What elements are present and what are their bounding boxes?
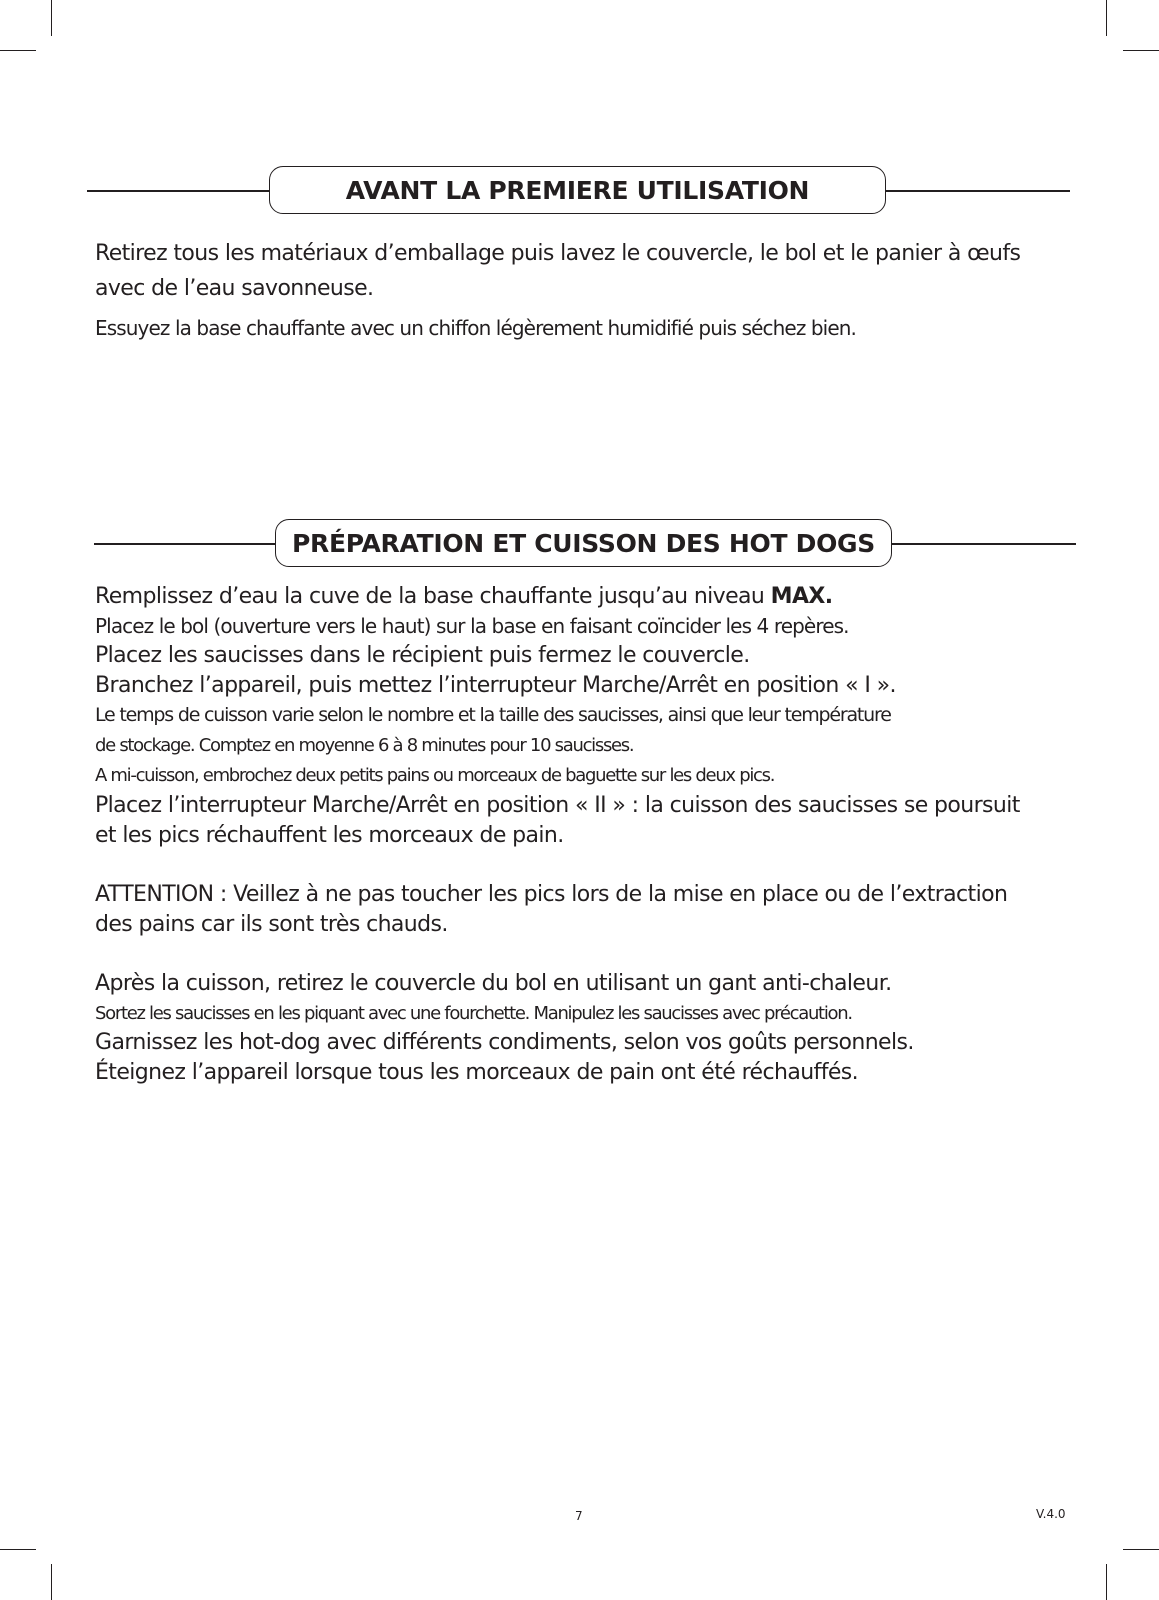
crop-mark-top-right-horizontal [1123,50,1159,51]
section2-line-1 [95,584,1085,609]
crop-mark-top-left-vertical [51,0,52,36]
header-rule-left [94,543,276,545]
section2-line-8: Placez l’interrupteur Marche/Arrêt en position « II » : la cuisson des saucisses se poursuit [95,793,1020,818]
after-line-3: Garnissez les hot-dog avec différents condiments, selon vos goûts personnels. [95,1030,914,1055]
header-rule-left [87,190,270,192]
section2-line-5: Le temps de cuisson varie selon le nombre et la taille des saucisses, ainsi que leur température [95,704,891,726]
crop-mark-bottom-left-horizontal [0,1549,36,1550]
section2-line-6: de stockage. Comptez en moyenne 6 à 8 minutes pour 10 saucisses. [95,735,634,756]
attention-line-2: des pains car ils sont très chauds. [95,912,448,937]
section-header-hot-dogs [94,519,1076,569]
section2-line-3: Placez les saucisses dans le récipient puis fermez le couvercle. [95,643,750,668]
section1-line-3: Essuyez la base chauffante avec un chiffon légèrement humidifié puis séchez bien. [95,316,856,340]
section-title: AVANT LA PREMIERE UTILISATION [345,175,810,205]
header-rule-right [886,190,1070,192]
crop-mark-bottom-left-vertical [51,1564,52,1600]
section-title: PRÉPARATION ET CUISSON DES HOT DOGS [292,528,875,558]
header-rule-right [892,543,1076,545]
after-line-4: Éteignez l’appareil lorsque tous les morceaux de pain ont été réchauffés. [95,1060,859,1085]
header-pill [269,166,886,214]
crop-mark-bottom-right-horizontal [1123,1549,1159,1550]
section-header-first-use [87,166,1070,216]
crop-mark-top-right-vertical [1106,0,1107,36]
page-number: 7 [575,1509,583,1523]
section2-line-2: Placez le bol (ouverture vers le haut) sur la base en faisant coïncider les 4 repères. [95,614,849,638]
crop-mark-bottom-right-vertical [1106,1564,1107,1600]
section1-line-2: avec de l’eau savonneuse. [95,276,374,301]
header-pill [275,519,892,567]
section2-line-4: Branchez l’appareil, puis mettez l’interrupteur Marche/Arrêt en position « I ». [95,673,896,698]
line-text: Remplissez d’eau la cuve de la base chauffante jusqu’au niveau [95,584,771,609]
attention-text: Veillez à ne pas toucher les pics lors de la mise en place ou de l’extraction [226,882,1008,907]
max-label: MAX. [770,584,833,609]
section2-line-9: et les pics réchauffent les morceaux de pain. [95,823,564,848]
after-line-2: Sortez les saucisses en les piquant avec une fourchette. Manipulez les saucisses avec précaution. [95,1003,852,1024]
section2-line-7: A mi-cuisson, embrochez deux petits pains ou morceaux de baguette sur les deux pics. [95,765,775,786]
version-label: V.4.0 [1036,1507,1066,1521]
after-line-1: Après la cuisson, retirez le couvercle du bol en utilisant un gant anti-chaleur. [95,971,892,996]
attention-label: ATTENTION : [95,882,227,907]
section1-line-1: Retirez tous les matériaux d’emballage puis lavez le couvercle, le bol et le panier à œufs [95,241,1021,266]
attention-line-1 [95,882,1085,907]
crop-mark-top-left-horizontal [0,50,36,51]
